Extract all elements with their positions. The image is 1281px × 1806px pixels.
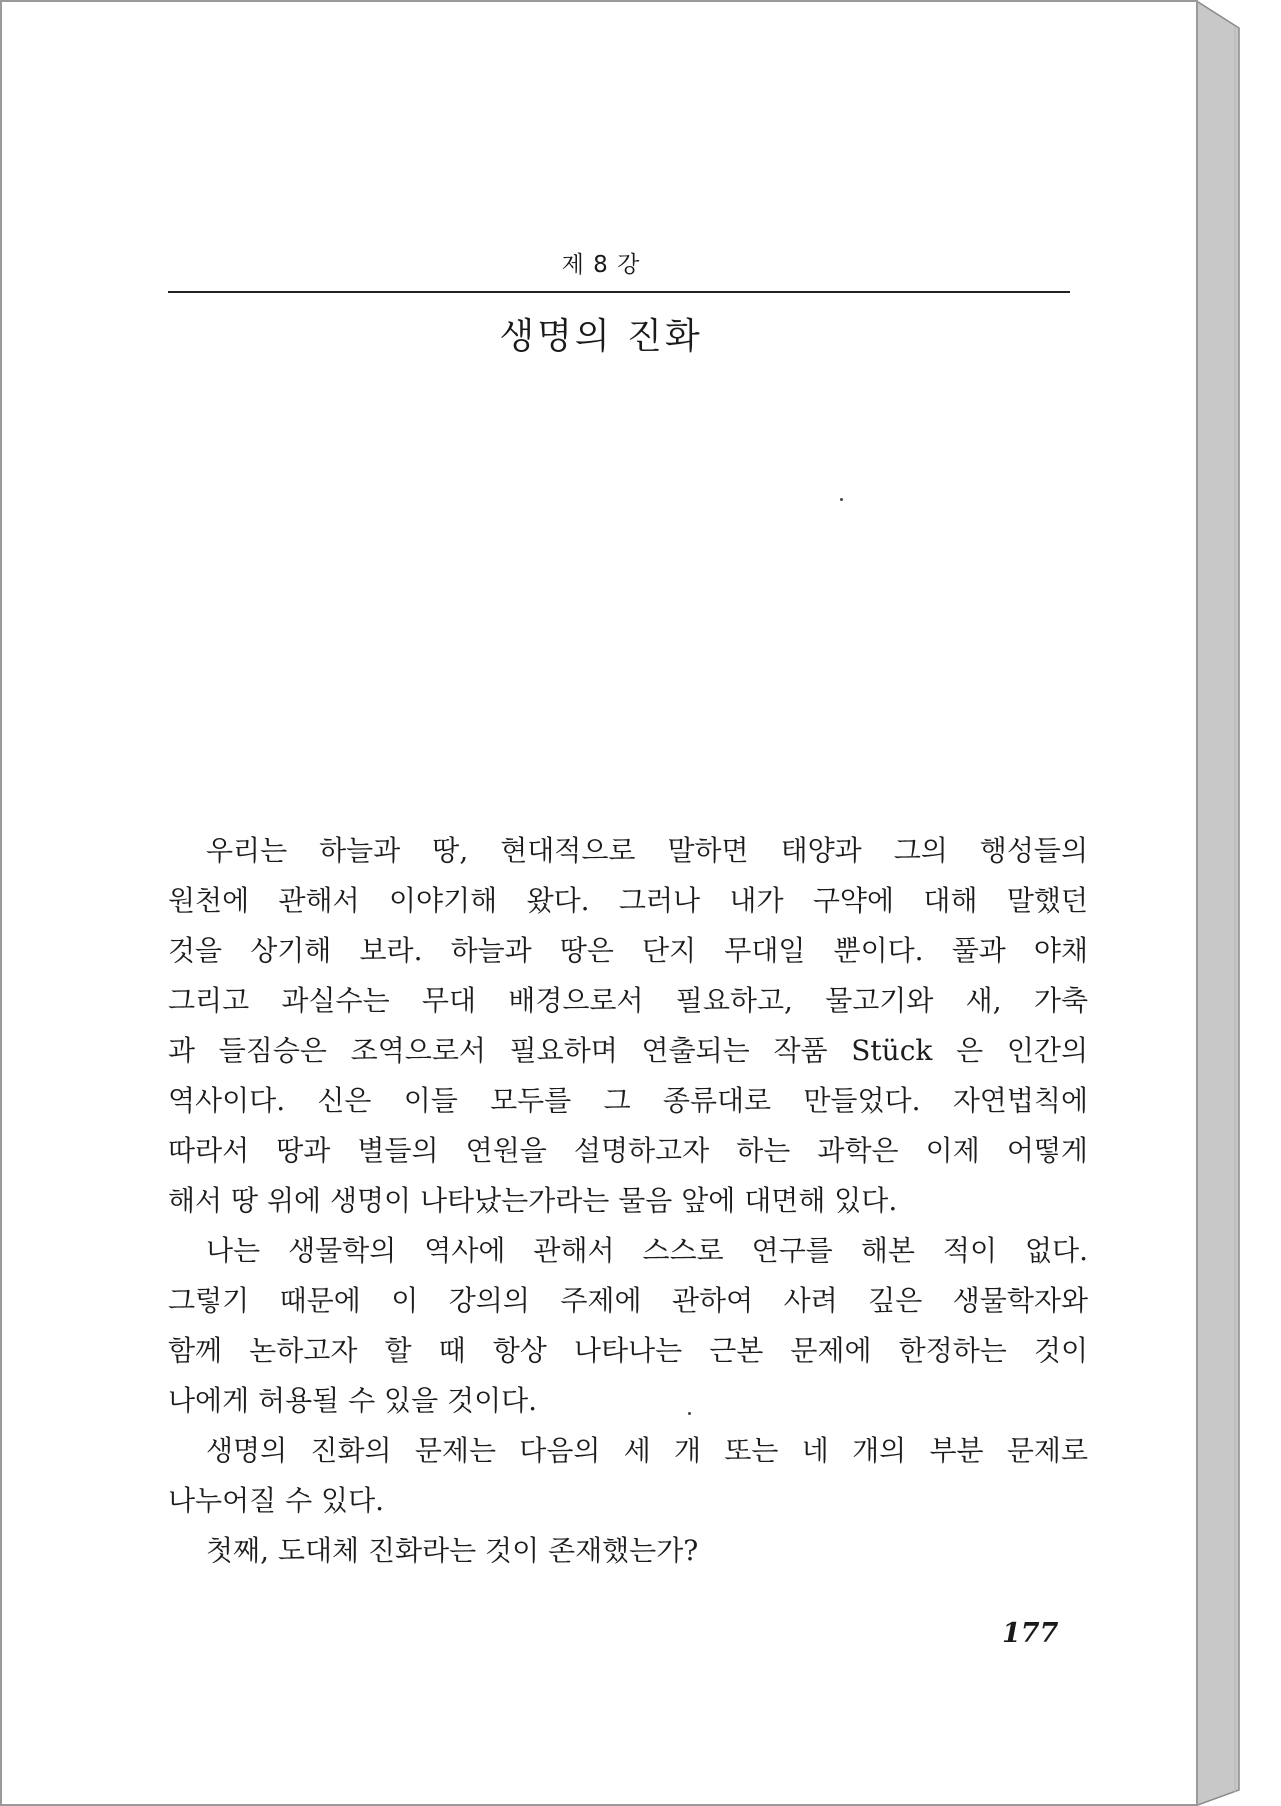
text-line: 과 들짐승은 조역으로서 필요하며 연출되는 작품 Stück 은 인간의 [168, 1034, 1088, 1067]
title-rule [168, 291, 1070, 293]
text-line: 따라서 땅과 별들의 연원을 설명하고자 하는 과학은 이제 어떻게 [168, 1134, 1088, 1167]
text-line: 그리고 과실수는 무대 배경으로서 필요하고, 물고기와 새, 가축 [168, 984, 1088, 1017]
chapter-title: 생명의 진화 [499, 316, 703, 357]
text-line: 나는 생물학의 역사에 관해서 스스로 연구를 해본 적이 없다. [206, 1234, 1088, 1267]
chapter-label: 제 8 강 [561, 252, 641, 278]
body-text [168, 826, 1088, 1576]
text-line: 것을 상기해 보라. 하늘과 땅은 단지 무대일 뿐이다. 풀과 야채 [168, 934, 1088, 967]
text-line: 생명의 진화의 문제는 다음의 세 개 또는 네 개의 부분 문제로 [206, 1434, 1088, 1467]
text-line: 원천에 관해서 이야기해 왔다. 그러나 내가 구약에 대해 말했던 [168, 884, 1088, 917]
book-edge [1195, 0, 1281, 1806]
text-line: 그렇기 때문에 이 강의의 주제에 관하여 사려 깊은 생물학자와 [168, 1284, 1088, 1317]
text-line: 역사이다. 신은 이들 모두를 그 종류대로 만들었다. 자연법칙에 [168, 1084, 1088, 1117]
text-line: 해서 땅 위에 생명이 나타났는가라는 물음 앞에 대면해 있다. [168, 1184, 898, 1217]
page-number: 177 [1002, 1618, 1059, 1649]
page-speck [840, 498, 843, 501]
text-line: 우리는 하늘과 땅, 현대적으로 말하면 태양과 그의 행성들의 [206, 834, 1088, 867]
text-line: 나누어질 수 있다. [168, 1484, 385, 1517]
text-line: 첫째, 도대체 진화라는 것이 존재했는가? [206, 1534, 699, 1567]
text-line: 함께 논하고자 할 때 항상 나타나는 근본 문제에 한정하는 것이 [168, 1334, 1088, 1367]
text-line: 나에게 허용될 수 있을 것이다. [168, 1384, 538, 1417]
